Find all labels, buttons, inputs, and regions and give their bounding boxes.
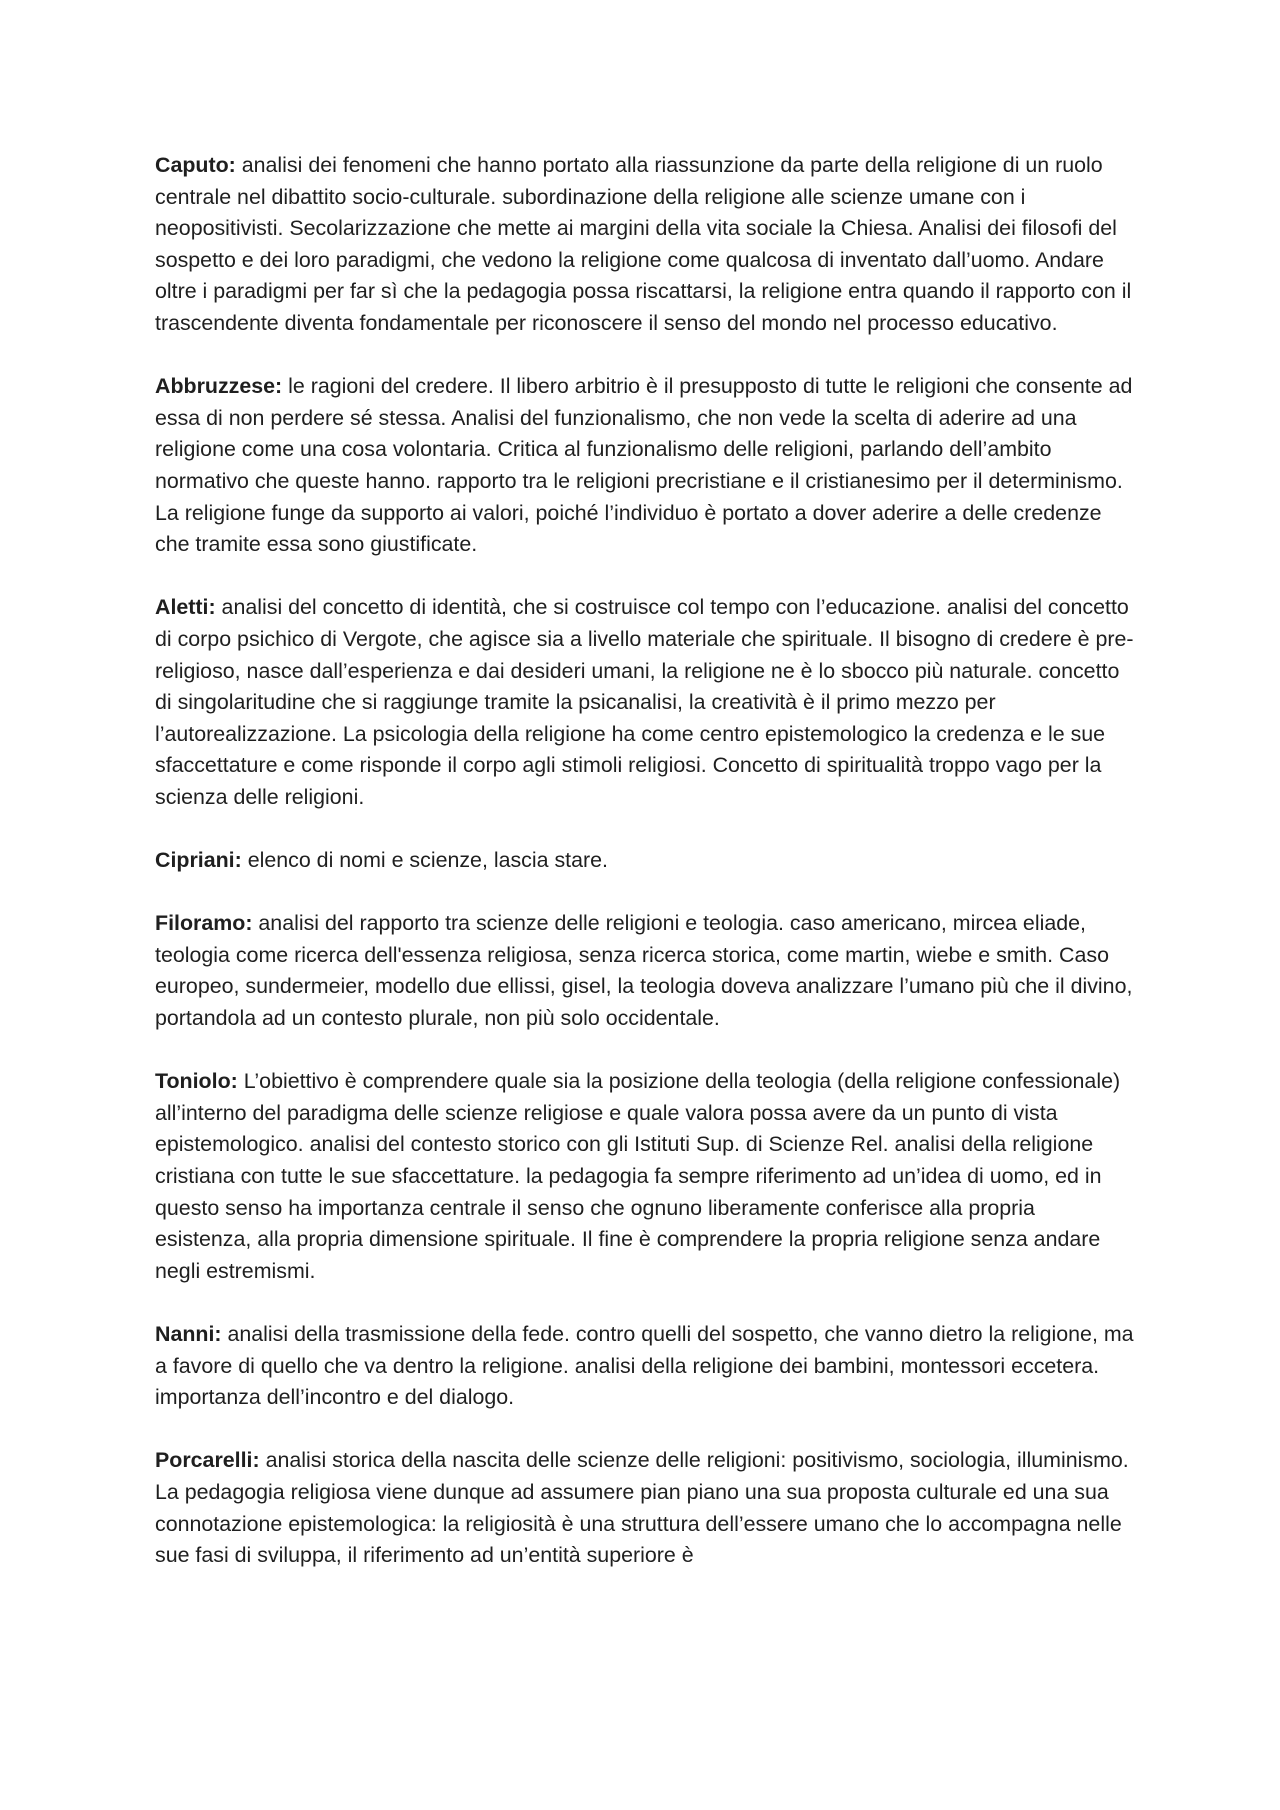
author-name: Porcarelli:	[155, 1448, 260, 1473]
author-name: Caputo:	[155, 153, 236, 177]
paragraph-caputo	[155, 150, 1135, 340]
author-name: Aletti:	[155, 595, 216, 620]
author-name: Cipriani:	[155, 848, 242, 873]
author-name: Filoramo:	[155, 911, 253, 936]
author-name: Abbruzzese:	[155, 374, 283, 399]
paragraph-toniolo	[155, 1066, 1135, 1287]
author-name: Nanni:	[155, 1321, 222, 1346]
paragraph-filoramo	[155, 908, 1135, 1034]
paragraph-nanni	[155, 1319, 1135, 1414]
paragraph-aletti	[155, 592, 1135, 813]
paragraph-text: analisi del rapporto tra scienze delle religioni e teologia. caso americano, mircea eliade, teologia come ricerca dell'essenza religiosa, senza ricerca storica, come martin, wiebe e smith. Caso europeo, sundermeier, modello due ellissi, gisel, la teologia doveva analizzare l’umano più che il divino, portandola ad un contesto plurale, non più solo occidentale.	[155, 911, 1133, 1031]
document-page	[155, 150, 1135, 1572]
paragraph-cipriani	[155, 845, 1135, 877]
paragraph-abbruzzese	[155, 371, 1135, 561]
paragraph-porcarelli	[155, 1445, 1135, 1571]
paragraph-text: analisi dei fenomeni che hanno portato alla riassunzione da parte della religione di un ruolo centrale nel dibattito socio-culturale. subordinazione della religione alle scienze umane con i neopositivisti. Secolarizzazione che mette ai margini della vita sociale la Chiesa. Analisi dei filosofi del sospetto e dei loro paradigmi, che vedono la religione come qualcosa di inventato dall’uomo. Andare oltre i paradigmi per far sì che la pedagogia possa riscattarsi, la religione entra quando il rapporto con il trascendente diventa fondamentale per riconoscere il senso del mondo nel processo educativo.	[155, 153, 1132, 335]
paragraph-text: analisi della trasmissione della fede. contro quelli del sospetto, che vanno dietro la religione, ma a favore di quello che va dentro la religione. analisi della religione dei bambini, montessori eccetera. importanza dell’incontro e del dialogo.	[155, 1321, 1134, 1410]
paragraph-text: analisi storica della nascita delle scienze delle religioni: positivismo, sociologia, illuminismo. La pedagogia religiosa viene dunque ad assumere pian piano una sua proposta culturale ed una sua connotazione epistemologica: la religiosità è una struttura dell’essere umano che lo accompagna nelle sue fasi di sviluppa, il riferimento ad un’entità superiore è	[155, 1448, 1129, 1568]
paragraph-text: le ragioni del credere. Il libero arbitrio è il presupposto di tutte le religioni che consente ad essa di non perdere sé stessa. Analisi del funzionalismo, che non vede la scelta di aderire ad una religione come una cosa volontaria. Critica al funzionalismo delle religioni, parlando dell’ambito normativo che queste hanno. rapporto tra le religioni precristiane e il cristianesimo per il determinismo. La religione funge da supporto ai valori, poiché l’individuo è portato a dover aderire a delle credenze che tramite essa sono giustificate.	[155, 374, 1133, 557]
paragraph-text: L’obiettivo è comprendere quale sia la posizione della teologia (della religione confessionale) all’interno del paradigma delle scienze religiose e quale valora possa avere da un punto di vista epistemologico. analisi del contesto storico con gli Istituti Sup. di Scienze Rel. analisi della religione cristiana con tutte le sue sfaccettature. la pedagogia fa sempre riferimento ad un’idea di uomo, ed in questo senso ha importanza centrale il senso che ognuno liberamente conferisce alla propria esistenza, alla propria dimensione spirituale. Il fine è comprendere la propria religione senza andare negli estremismi.	[155, 1069, 1121, 1283]
paragraph-text: analisi del concetto di identità, che si costruisce col tempo con l’educazione. analisi del concetto di corpo psichico di Vergote, che agisce sia a livello materiale che spirituale. Il bisogno di credere è pre-religioso, nasce dall’esperienza e dai desideri umani, la religione ne è lo sbocco più naturale. concetto di singolaritudine che si raggiunge tramite la psicanalisi, la creatività è il primo mezzo per l’autorealizzazione. La psicologia della religione ha come centro epistemologico la credenza e le sue sfaccettature e come risponde il corpo agli stimoli religiosi. Concetto di spiritualità troppo vago per la scienza delle religioni.	[155, 595, 1134, 809]
author-name: Toniolo:	[155, 1069, 238, 1094]
paragraph-text: elenco di nomi e scienze, lascia stare.	[241, 848, 608, 873]
